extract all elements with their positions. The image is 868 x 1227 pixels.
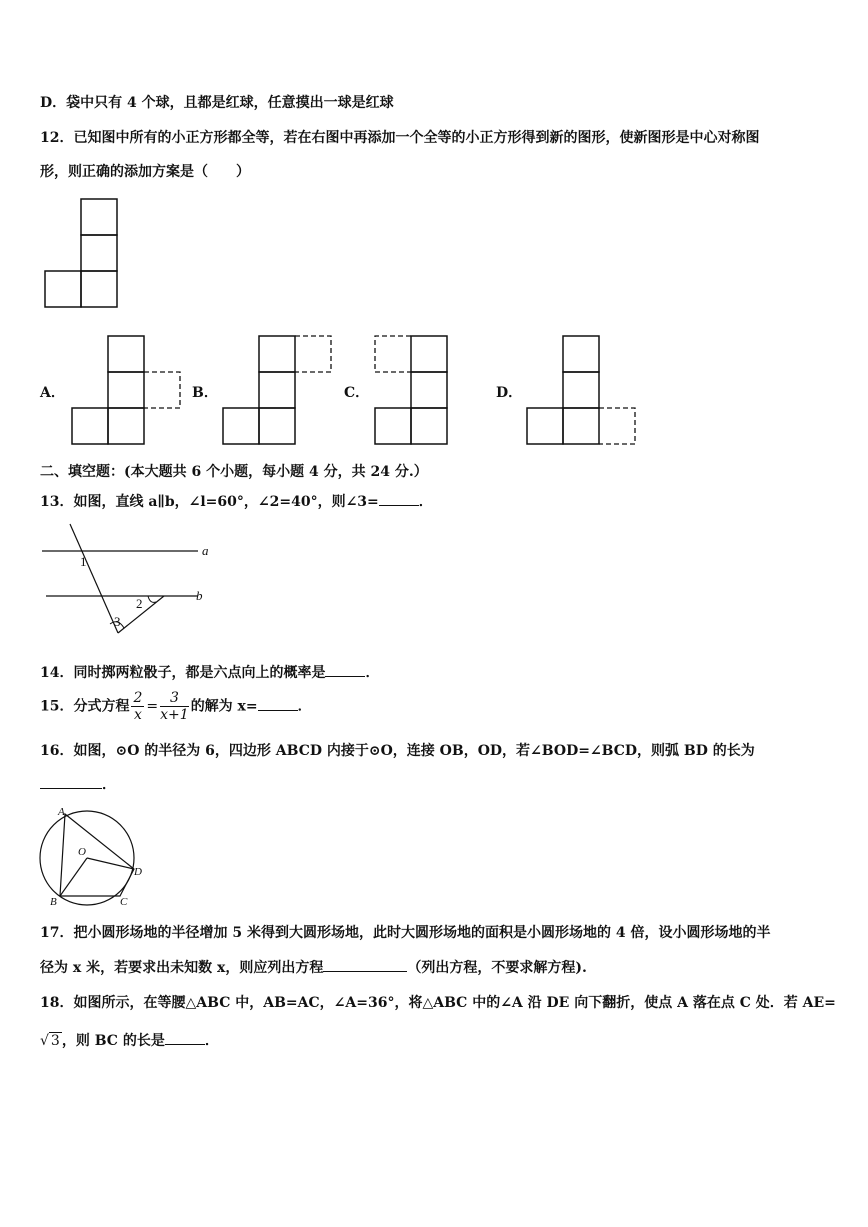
q15-text: 15．分式方程 $\frac{2}{x}$ = $\frac{3}{x+1}$ 的解为 x= ．: [40, 690, 312, 723]
q16-label-a: A: [58, 806, 65, 818]
q13-text: 13．如图，直线 a∥b，∠l=60°，∠2=40°，则∠3= ．: [40, 491, 433, 511]
q12-option-d-label: D．: [496, 385, 523, 401]
q15-fraction-1: $\frac{2}{x}$: [133, 690, 143, 723]
q16-label-d: D: [134, 866, 142, 878]
q12-line1: 12．已知图中所有的小正方形都全等，若在右图中再添加一个全等的小正方形得到新的图形，使新图形是中心对称图: [40, 130, 760, 146]
q16-answer-line: ．: [40, 774, 116, 794]
q12-option-a-label: A．: [40, 385, 65, 401]
q12-option-a-figure: [71, 335, 185, 446]
q17-line2: 径为 x 米，若要求出未知数 x，则应列出方程 （列出方程，不要求解方程).: [40, 957, 587, 977]
q12-option-c-figure: [374, 335, 450, 446]
q16-label-o: O: [78, 846, 86, 858]
q16-text: 16．如图，⊙O 的半径为 6，四边形 ABCD 内接于⊙O，连接 OB，OD，若∠BOD=∠BCD，则弧 BD 的长为: [40, 743, 755, 759]
q14-text: 14．同时掷两粒骰子，都是六点向上的概率是 ．: [40, 662, 379, 682]
q18-sqrt: √ 3: [40, 1033, 60, 1049]
q18-line2: √ 3 ，则 BC 的长是 ．: [40, 1030, 219, 1050]
section-2-heading: 二、填空题：(本大题共 6 个小题，每小题 4 分，共 24 分.）: [40, 464, 428, 480]
q16-label-c: C: [120, 896, 128, 907]
q18-line1: 18．如图所示，在等腰△ABC 中，AB=AC，∠A=36°，将△ABC 中的∠A 沿 DE 向下翻折，使点 A 落在点 C 处．若 AE=: [40, 995, 836, 1011]
q13-figure: [40, 522, 212, 642]
q13-angle-3: 3: [114, 614, 121, 629]
q12-base-figure: [44, 198, 120, 308]
q16-label-b: B: [50, 896, 57, 907]
q12-line2: 形，则正确的添加方案是（ ）: [40, 164, 250, 180]
q13-angle-2: 2: [136, 596, 143, 611]
q13-angle-1: 1: [80, 554, 87, 569]
q13-label-b: b: [196, 588, 203, 603]
q15-fraction-2: $\frac{3}{x+1}$: [160, 690, 189, 723]
q12-option-c-label: C．: [344, 385, 370, 401]
q13-label-a: a: [202, 543, 209, 558]
q17-line1: 17．把小圆形场地的半径增加 5 米得到大圆形场地，此时大圆形场地的面积是小圆形场地的 4 倍，设小圆形场地的半: [40, 925, 771, 941]
q12-option-b-figure: [222, 335, 336, 446]
q12-option-b-label: B．: [192, 385, 218, 401]
q12-option-d-figure: [526, 335, 640, 446]
q11-option-d: D．袋中只有 4 个球，且都是红球，任意摸出一球是红球: [40, 95, 394, 111]
q16-circle-figure: [36, 805, 148, 907]
